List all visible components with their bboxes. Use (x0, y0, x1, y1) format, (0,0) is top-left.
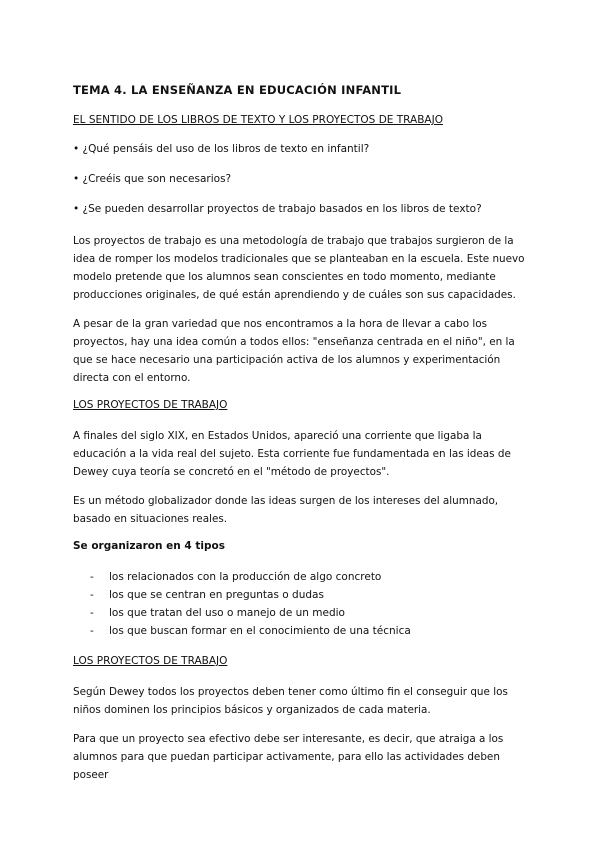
list-item-text: los que buscan formar en el conocimiento de una técnica (109, 625, 411, 637)
paragraph-metodo-globalizador: Es un método globalizador donde las ideas surgen de los intereses del alumnado, basado en situaciones reales. (73, 495, 499, 525)
paragraph-proyecto-efectivo: Para que un proyecto sea efectivo debe ser interesante, es decir, que atraiga a los alumnos para que puedan participar activamente, para ello las actividades deben poseer (73, 733, 504, 781)
paragraph-dewey-fin: Según Dewey todos los proyectos deben tener como último fin el conseguir que los niños dominen los principios básicos y organizados de cada materia. (73, 686, 508, 716)
types-list (73, 568, 532, 640)
paragraph-proyectos-metodologia: Los proyectos de trabajo es una metodología de trabajo que trabajos surgieron de la idea de romper los modelos tradicionales que se planteaban en la escuela. Este nuevo modelo pretende que los alumnos sean conscientes en todo momento, mediante producciones originales, de qué están aprendiendo y de cuáles son sus capacidades. (73, 235, 525, 301)
list-item (73, 622, 532, 640)
dash-marker: - (90, 589, 94, 601)
document-title: TEMA 4. LA ENSEÑANZA EN EDUCACIÓN INFANTIL (73, 83, 402, 97)
section-heading-proyectos-trabajo: LOS PROYECTOS DE TRABAJO (73, 399, 228, 411)
dash-marker: - (90, 607, 94, 619)
list-item (73, 586, 532, 604)
question-item: • ¿Qué pensáis del uso de los libros de texto en infantil? (73, 143, 370, 155)
section-heading-libros-proyectos: EL SENTIDO DE LOS LIBROS DE TEXTO Y LOS PROYECTOS DE TRABAJO (73, 114, 443, 126)
dash-marker: - (90, 571, 94, 583)
list-item-text: los que se centran en preguntas o dudas (109, 589, 324, 601)
list-item (73, 604, 532, 622)
list-item-text: los relacionados con la producción de algo concreto (109, 571, 382, 583)
list-item (73, 568, 532, 586)
paragraph-ensenanza-centrada: A pesar de la gran variedad que nos encontramos a la hora de llevar a cabo los proyectos, hay una idea común a todos ellos: "enseñanza centrada en el niño", en la que se hace necesario una participación activa de los alumnos y experimentación directa con el entorno. (73, 318, 515, 384)
question-item: • ¿Creéis que son necesarios? (73, 173, 232, 185)
types-heading: Se organizaron en 4 tipos (73, 540, 225, 552)
list-item-text: los que tratan del uso o manejo de un medio (109, 607, 345, 619)
question-item: • ¿Se pueden desarrollar proyectos de trabajo basados en los libros de texto? (73, 203, 482, 215)
paragraph-siglo-xix: A finales del siglo XIX, en Estados Unidos, apareció una corriente que ligaba la educación a la vida real del sujeto. Esta corriente fue fundamentada en las ideas de Dewey cuya teoría se concretó en el "método de proyectos". (73, 430, 511, 478)
section-heading-proyectos-trabajo-2: LOS PROYECTOS DE TRABAJO (73, 655, 228, 667)
dash-marker: - (90, 625, 94, 637)
